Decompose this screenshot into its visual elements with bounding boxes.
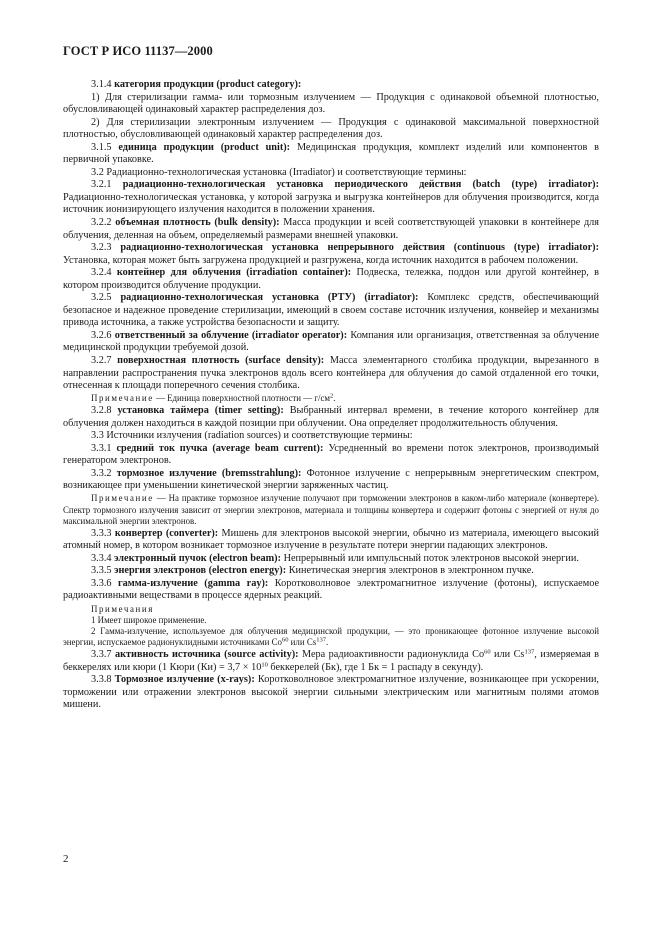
clause-paragraph: 1) Для стерилизации гамма- или тормозным излучением — Продукция с одинаковой объемной плотностью, обусловливающей одинаковый характер распределения доз. [63,91,599,116]
term-heading: контейнер для облучения (irradiation container): [116,267,352,279]
clause-3-2-6: 3.2.6 ответственный за облучение (irradiator operator): Компания или организация, ответственная за облучение медицинской продукции требуемой дозой. [63,329,600,354]
clause-3-2-5: 3.2.5 радиационно-технологическая установка (РТУ) (irradiator): Комплекс средств, обеспечивающий безопасное и надежное проведение стерилизации, имеющий в своем составе источник излучения, конвейер и механизмы привода источника, а также устройства безопасности и защиту. [63,292,599,329]
term-heading: радиационно-технологическая установка периодического действия (batch (type) irradiator): [122,179,599,191]
document-header: ГОСТ Р ИСО 11137—2000 [63,44,213,58]
notes-3-3-6-label: Примечания [91,603,154,614]
clause-3-3-2: 3.3.2 тормозное излучение (bremsstrahlung): Фотонное излучение с непрерывным энергетическим спектром, возникающее при уменьшении кинетической энергии заряженных частиц. [63,467,600,492]
note-item: 2 Гамма-излучение, используемое для облучения медицинской продукции, — это проникающее фотонное излучение высокой энергии, испускаемое радионуклидными источниками Co$^{60}$ или Cs$^{137}$. [63,625,599,648]
term-heading: тормозное излучение (bremsstrahlung): [116,467,302,479]
clause-3-2-4: 3.2.4 контейнер для облучения (irradiation container): Подвеска, тележка, поддон или другой контейнер, в котором производится облучение продукции. [63,267,600,291]
term-heading: энергия электронов (electron energy): [114,565,287,577]
clause-3-3-7: 3.3.7 активность источника (source activity): Мера радиоактивности радионуклида Co$^{60}$ или Cs$^{137}$, измеряемая в беккерелях или кюри (1 Кюри $(Ки) = 3,7 \times 10^{10}$ беккерелей (Бк), где 1 Бк = 1 распаду в секунду). [63,648,600,673]
clause-3-2-7: 3.2.7 поверхностная плотность (surface density): Масса элементарного столбика продукции, вырезанного в направлении распространения пучка электронов вдоль всего контейнера для облучения до самой отдаленной его точки, отнесенная к площади поперечного сечения столбика. [63,355,600,392]
note-3-2-7: Примечание — Единица поверхностной плотности — $г/см^2$. [91,392,336,404]
clause-3-3-5: 3.3.5 энергия электронов (electron energy): Кинетическая энергия электронов в электронном пучке. [91,565,534,577]
clause-3-3-6: 3.3.6 гамма-излучение (gamma ray): Коротковолновое электромагнитное излучение (фотоны), испускаемое радиоактивными веществами в процессе ядерных реакций. [63,577,600,602]
section-3-3: 3.3 Источники излучения (radiation sources) и соответствующие термины: [91,430,413,442]
section-3-2: 3.2 Радиационно-технологическая установка (Irradiator) и соответствующие термины: [91,166,467,178]
clause-3-1-5: 3.1.5 единица продукции (product unit): Медицинская продукция, комплект изделий или компонентов в первичной упаковке. [63,141,600,166]
clause-3-2-2: 3.2.2 объемная плотность (bulk density): Масса продукции и всей соответствующей упаковки в контейнере для облучения, деленная на объем, определяемый размерами внешней упаковки. [63,217,600,241]
page-number: 2 [63,853,69,865]
clause-3-3-4: 3.3.4 электронный пучок (electron beam): Непрерывный или импульсный поток электронов высокой энергии. [91,552,579,564]
term-heading: радиационно-технологическая установка (РТУ) (irradiator): [120,292,419,304]
term-heading: Тормозное излучение (x-rays): [114,674,255,686]
note-3-3-2: Примечание — На практике тормозное излучение получают при торможении электронов в каком-либо материале (конвертере). Спектр тормозного излучения зависит от энергии электронов, материала и толщины конвертера и содержит фотоны с энергией от нуля до максимальной энергии электронов. [63,493,599,526]
clause-3-3-3: 3.3.3 конвертер (converter): Мишень для электронов высокой энергии, обычно из материала, имеющего высокий атомный номер, в котором возникает тормозное излучение в результате потери энергии падающих электронов. [63,527,600,552]
term-heading: электронный пучок (electron beam): [114,552,282,564]
term-heading: радиационно-технологическая установка непрерывного действия (continuous (type) irradiator): [120,242,600,254]
clause-3-3-8: 3.3.8 Тормозное излучение (x-rays): Коротковолновое электромагнитное излучение, возникающее при ускорении, торможении или отражении электронов высокой энергии сильными электрическим или магнитным полями атомов мишени. [63,674,599,711]
clause-3-2-3: 3.2.3 радиационно-технологическая установка непрерывного действия (continuous (type) irradiator): Установка, которая может быть загружена продукцией и разгружена, когда источник находится в рабочем положении. [63,242,600,266]
term-heading: гамма-излучение (gamma ray): [118,577,269,589]
clause-paragraph: 2) Для стерилизации электронным излучением — Продукция с одинаковой максимальной поверхностной плотностью, обусловливающей одинаковый характер распределения доз. [63,116,599,141]
clause-3-1-4: 3.1.4 категория продукции (product category): [91,79,302,90]
term-heading: установка таймера (timer setting): [117,405,284,417]
term-heading: конвертер (converter): [114,527,219,539]
term-heading: активность источника (source activity): [114,648,299,660]
term-heading: категория продукции (product category): [114,79,302,90]
clause-3-2-1: 3.2.1 радиационно-технологическая установка периодического действия (batch (type) irradiator): Радиационно-технологическая установка, у которой загрузка и выгрузка контейнеров для облучения производится, когда источник ионизирующего излучения находится в положении хранения. [63,179,599,216]
term-heading: поверхностная плотность (surface density): [117,355,325,367]
document-body [63,79,599,712]
term-heading: средний ток пучка (average beam current): [116,442,324,454]
clause-3-3-1: 3.3.1 средний ток пучка (average beam current): Усредненный во времени поток электронов, производимый генератором электронов. [63,442,600,467]
clause-3-2-8: 3.2.8 установка таймера (timer setting): Выбранный интервал времени, в течение которого контейнер для облучения должен находиться в каждой позиции при облучении. Она определяет продолжительность облучения. [63,405,599,429]
term-heading: единица продукции (product unit): [118,141,291,153]
term-heading: ответственный за облучение (irradiator operator): [114,329,348,341]
note-item: 1 Имеет широкое применение. [91,614,207,625]
term-heading: объемная плотность (bulk density): [115,217,280,229]
